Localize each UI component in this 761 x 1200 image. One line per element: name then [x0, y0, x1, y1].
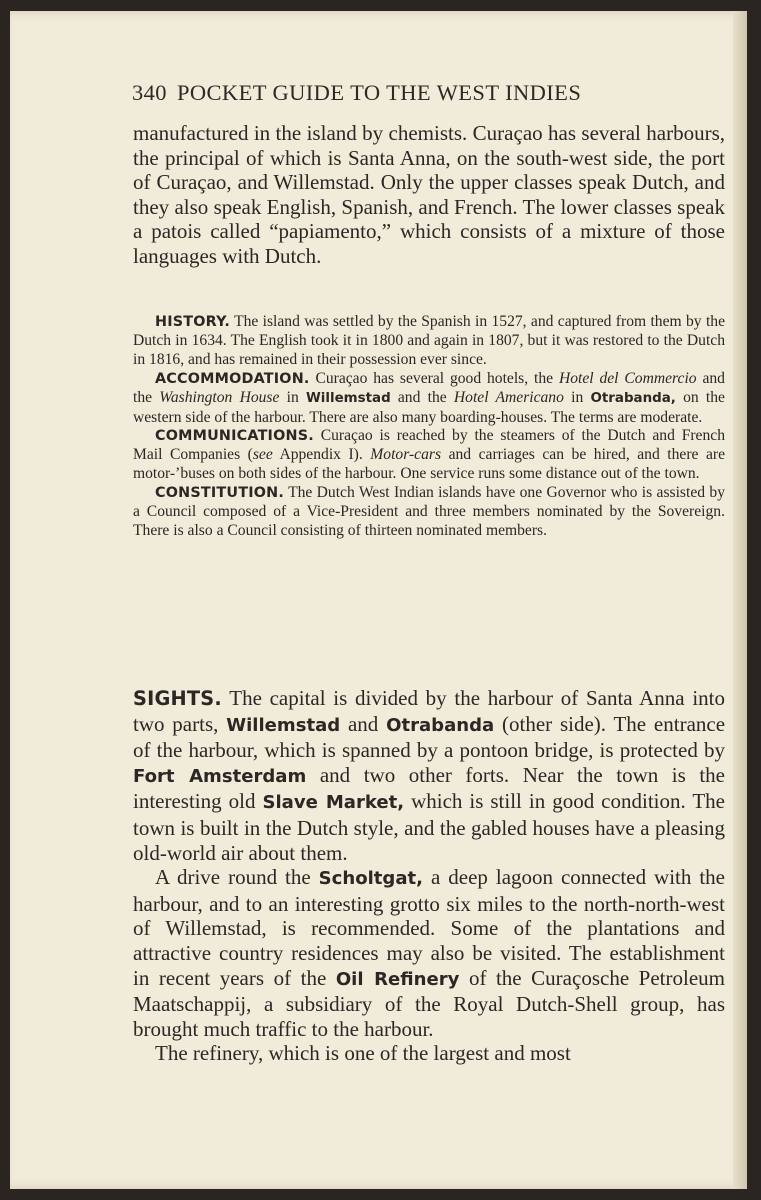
place-name: Willemstad — [306, 390, 391, 406]
accommodation-text: and the — [133, 369, 725, 406]
place-name: Scholtgat, — [318, 868, 423, 890]
place-name: Willemstad — [226, 714, 341, 736]
place-name: Slave Market, — [262, 792, 405, 814]
communications-text: and carriages can be hired, and there are motor-’buses on both sides of the harbour. One service runs some distance out of the town. — [133, 446, 726, 483]
communications-text: Appendix I). — [279, 446, 363, 464]
accommodation-text: on the western side of the harbour. There are also many boarding-houses. The terms are moderate. — [133, 388, 725, 426]
hotel-name: Hotel Americano — [453, 388, 564, 406]
page-number: 340 — [132, 80, 167, 105]
history-heading: HISTORY. — [155, 314, 230, 330]
sights-paragraph-3 — [133, 1041, 725, 1066]
communications-text: Curaçao is reached by the steamers of the Dutch and French Mail Companies ( — [133, 427, 725, 464]
sights-text: and — [347, 711, 379, 736]
sights-heading: SIGHTS. — [133, 687, 222, 710]
sights-text: which is still in good condition. The town is built in the Dutch style, and the gabled houses have a pleasing old-world air about them. — [133, 789, 725, 865]
sights-paragraph-1 — [133, 686, 725, 865]
constitution-heading: CONSTITUTION. — [155, 485, 284, 502]
sights-section — [133, 686, 725, 1066]
facts-section — [133, 313, 725, 541]
sights-text: (other side). The entrance of the harbour, which is spanned by a pontoon bridge, is protected by — [133, 711, 726, 763]
accommodation-text: Curaçao has several good hotels, the — [315, 369, 554, 387]
intro-text: manufactured in the island by chemists. Curaçao has several harbours, the principal of which is Santa Anna, on the south-west side, the port of Curaçao, and Willemstad. Only the upper classes speak Dutch, and they also speak English, Spanish, and French. The lower classes speak a patois called “papiamento,” which consists of a mixture of those languages with Dutch. — [133, 121, 725, 268]
constitution-paragraph — [133, 484, 725, 541]
history-paragraph — [133, 313, 725, 370]
history-text: The island was settled by the Spanish in 1527, and captured from them by the Dutch in 1634. The English took it in 1800 and again in 1807, but it was restored to the Dutch in 1816, and has remained in their possession ever since. — [133, 313, 725, 368]
place-name: Oil Refinery — [335, 968, 460, 990]
running-head — [132, 80, 692, 106]
accommodation-text: and the — [397, 388, 447, 406]
place-name: Otrabanda — [386, 714, 495, 736]
accommodation-paragraph — [133, 370, 725, 428]
accommodation-text: in — [286, 388, 299, 406]
place-name: Fort Amsterdam — [133, 765, 307, 787]
communications-heading: COMMUNICATIONS. — [155, 428, 314, 445]
sights-text: a deep lagoon connected with the harbour, and to an interesting grotto six miles to the north-north-west of Willemstad, is recommended. Some of the plantations and attractive country residences may also be visited. The establishment in recent years of the — [133, 865, 725, 990]
sights-text: of the Curaçosche Petroleum Maatschappij, a subsidiary of the Royal Dutch-Shell group, has brought much traffic to the harbour. — [133, 965, 725, 1041]
constitution-text: The Dutch West Indian islands have one Governor who is assisted by a Council composed of a Vice-President and three members nominated by the Sovereign. There is also a Council consisting of thirteen nominated members. — [133, 484, 725, 539]
accommodation-heading: ACCOMMODATION. — [155, 370, 310, 387]
running-head-title: POCKET GUIDE TO THE WEST INDIES — [176, 80, 582, 105]
sights-paragraph-2 — [133, 865, 725, 1041]
see-reference: see — [252, 446, 273, 464]
hotel-name: Washington House — [159, 388, 280, 406]
communications-paragraph — [133, 427, 725, 484]
sights-text: The capital is divided by the harbour of Santa Anna into two parts, — [133, 686, 726, 736]
sights-text: A drive round the — [155, 865, 311, 890]
intro-paragraph — [133, 121, 725, 269]
motor-cars-text: Motor-cars — [370, 446, 442, 464]
page-edge — [733, 11, 747, 1189]
hotel-name: Hotel del Commercio — [558, 369, 697, 387]
sights-text: The refinery, which is one of the largest and most — [155, 1041, 571, 1066]
place-name: Otrabanda, — [590, 390, 676, 406]
sights-text: and two other forts. Near the town is the interesting old — [133, 762, 725, 814]
accommodation-text: in — [571, 388, 584, 406]
